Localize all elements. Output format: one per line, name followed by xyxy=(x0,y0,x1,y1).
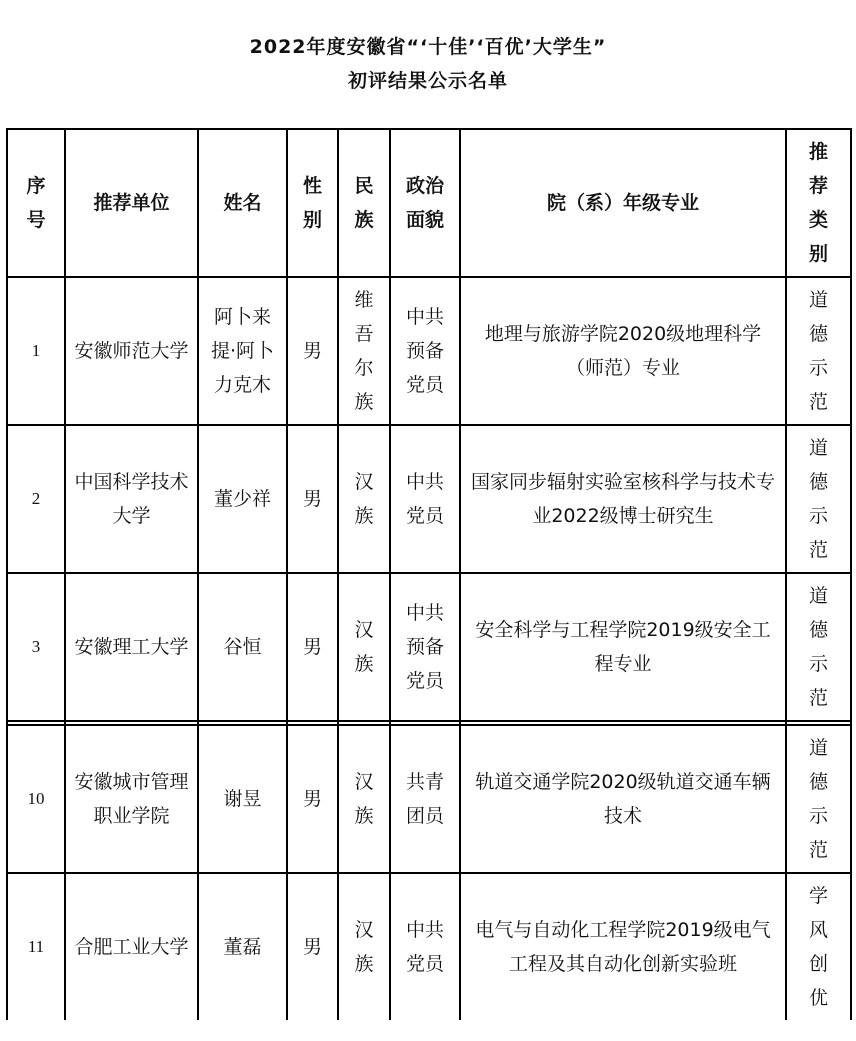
cell-name: 董磊 xyxy=(198,873,287,1020)
cell-ethnicity: 汉族 xyxy=(338,873,390,1020)
cell-unit: 安徽师范大学 xyxy=(65,277,198,425)
header-politics: 政治面貌 xyxy=(390,129,460,277)
cell-category: 道德示范 xyxy=(786,725,851,873)
header-major: 院（系）年级专业 xyxy=(460,129,786,277)
results-table-wrapper xyxy=(6,128,850,1020)
cell-unit: 中国科学技术大学 xyxy=(65,425,198,573)
table-row xyxy=(7,277,851,425)
cell-category: 学风创优 xyxy=(786,873,851,1020)
header-name: 姓名 xyxy=(198,129,287,277)
cell-major: 国家同步辐射实验室核科学与技术专业2022级博士研究生 xyxy=(460,425,786,573)
cell-name: 谷恒 xyxy=(198,573,287,721)
cell-category: 道德示范 xyxy=(786,573,851,721)
cell-seq: 10 xyxy=(7,725,65,873)
title-line-2: 初评结果公示名单 xyxy=(347,70,508,92)
header-ethnicity: 民族 xyxy=(338,129,390,277)
table-row xyxy=(7,425,851,573)
cell-ethnicity: 汉族 xyxy=(338,725,390,873)
cell-seq: 11 xyxy=(7,873,65,1020)
cell-major: 轨道交通学院2020级轨道交通车辆技术 xyxy=(460,725,786,873)
header-seq: 序号 xyxy=(7,129,65,277)
cell-politics: 中共党员 xyxy=(390,425,460,573)
cell-category: 道德示范 xyxy=(786,277,851,425)
title-line-1: 2022年度安徽省“‘十佳’‘百优’大学生” xyxy=(249,36,607,58)
cell-category: 道德示范 xyxy=(786,425,851,573)
table-header-row xyxy=(7,129,851,277)
cell-name: 董少祥 xyxy=(198,425,287,573)
table-row xyxy=(7,725,851,873)
cell-name: 阿卜来提·阿卜力克木 xyxy=(198,277,287,425)
results-table xyxy=(6,128,852,1020)
cell-major: 安全科学与工程学院2019级安全工程专业 xyxy=(460,573,786,721)
cell-gender: 男 xyxy=(287,277,338,425)
cell-seq: 1 xyxy=(7,277,65,425)
cell-unit: 合肥工业大学 xyxy=(65,873,198,1020)
cell-seq: 2 xyxy=(7,425,65,573)
cell-major: 地理与旅游学院2020级地理科学（师范）专业 xyxy=(460,277,786,425)
table-row xyxy=(7,873,851,1020)
header-gender: 性别 xyxy=(287,129,338,277)
cell-unit: 安徽城市管理职业学院 xyxy=(65,725,198,873)
cell-ethnicity: 维吾尔族 xyxy=(338,277,390,425)
header-category: 推荐类别 xyxy=(786,129,851,277)
header-unit: 推荐单位 xyxy=(65,129,198,277)
document-title xyxy=(0,30,856,98)
cell-name: 谢昱 xyxy=(198,725,287,873)
cell-seq: 3 xyxy=(7,573,65,721)
cell-unit: 安徽理工大学 xyxy=(65,573,198,721)
cell-politics: 中共预备党员 xyxy=(390,277,460,425)
cell-politics: 中共预备党员 xyxy=(390,573,460,721)
cell-politics: 共青团员 xyxy=(390,725,460,873)
cell-gender: 男 xyxy=(287,873,338,1020)
table-row xyxy=(7,573,851,721)
cell-gender: 男 xyxy=(287,725,338,873)
cell-major: 电气与自动化工程学院2019级电气工程及其自动化创新实验班 xyxy=(460,873,786,1020)
cell-gender: 男 xyxy=(287,573,338,721)
cell-gender: 男 xyxy=(287,425,338,573)
cell-ethnicity: 汉族 xyxy=(338,573,390,721)
cell-politics: 中共党员 xyxy=(390,873,460,1020)
cell-ethnicity: 汉族 xyxy=(338,425,390,573)
